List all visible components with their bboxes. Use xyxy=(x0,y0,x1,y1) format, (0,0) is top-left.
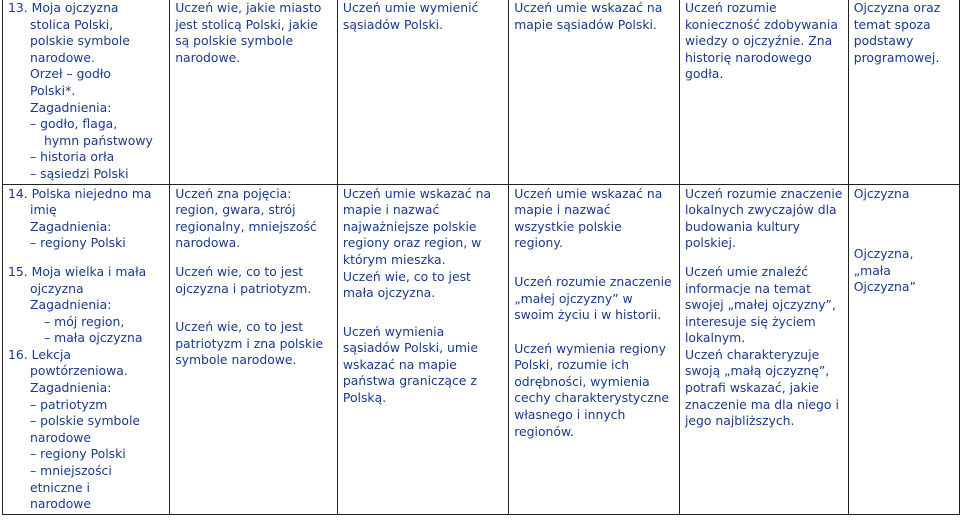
table-row xyxy=(3,184,960,514)
topic-line: ojczyzna xyxy=(30,280,84,296)
topic-ref-cell xyxy=(848,184,959,514)
requirement-text: Ojczyzna xyxy=(853,185,910,201)
topic-line: hymn państwowy xyxy=(44,132,153,148)
topic-line: Zagadnienia: xyxy=(30,380,112,396)
requirement-text: Uczeń umie znaleźć informacje na temat swojej „małej ojczyzny”, interesuje się życiem lokalnym. xyxy=(684,263,836,346)
curriculum-table xyxy=(2,0,960,515)
extended-req-cell xyxy=(337,0,508,184)
topic-line: 16. Lekcja xyxy=(8,346,71,362)
topic-line: 15. Moja wielka i mała xyxy=(8,263,147,279)
requirement-text: Uczeń zna pojęcia: region, gwara, strój regionalny, mniejszość narodowa. xyxy=(175,185,317,251)
requirement-text: Uczeń rozumie znaczenie „małej ojczyzny” w swoim życiu i w historii. xyxy=(514,273,672,323)
advanced-req-cell xyxy=(679,184,848,514)
topic-line: Zagadnienia: xyxy=(30,218,112,234)
topic-line: – mój region, xyxy=(44,313,125,329)
requirement-text: Uczeń wymienia sąsiadów Polski, umie wskazać na mapie państwa graniczące z Polską. xyxy=(342,323,478,406)
topic-line: Orzeł – godło xyxy=(30,66,111,82)
requirement-text: Ojczyzna oraz temat spoza podstawy programowej. xyxy=(853,0,941,65)
topic-line: narodowe xyxy=(30,496,92,512)
full-req-cell xyxy=(509,0,680,184)
topic-line: – mała ojczyzna xyxy=(44,330,143,346)
topic-line: narodowe xyxy=(30,429,92,445)
basic-req-cell xyxy=(170,184,338,514)
topic-line: – historia orła xyxy=(30,149,115,165)
full-req-cell xyxy=(509,184,680,514)
topic-line: Zagadnienia: xyxy=(30,99,112,115)
extended-req-cell xyxy=(337,184,508,514)
topic-line: 14. Polska niejedno ma xyxy=(8,185,152,201)
topic-line: – patriotyzm xyxy=(30,396,108,412)
table-row xyxy=(3,0,960,184)
requirement-text: Uczeń wymienia regiony Polski, rozumie ich odrębności, wymienia cechy charakterystyczne własnego i innych regionów. xyxy=(514,340,670,439)
requirement-text: Uczeń umie wskazać na mapie sąsiadów Polski. xyxy=(514,0,663,32)
requirement-text: Uczeń rozumie konieczność zdobywania wiedzy o ojczyźnie. Zna historię narodowego godła. xyxy=(684,0,838,82)
requirement-text: Uczeń rozumie znaczenie lokalnych zwyczajów dla budowania kultury polskiej. xyxy=(684,185,843,251)
topic-line: polskie symbole xyxy=(30,33,130,49)
topic-line: – sąsiedzi Polski xyxy=(30,165,129,181)
topic-ref-cell xyxy=(848,0,959,184)
topic-line: – regiony Polski xyxy=(30,235,126,251)
topic-line: – polskie symbole xyxy=(30,413,141,429)
requirement-text: Uczeń wie, jakie miasto jest stolicą Polski, jakie są polskie symbole narodowe. xyxy=(175,0,322,65)
requirement-text: Uczeń umie wskazać na mapie i nazwać najważniejsze polskie regiony oraz region, w którym mieszka. xyxy=(342,185,492,267)
topic-line: narodowe. xyxy=(30,49,95,65)
topic-line: Zagadnienia: xyxy=(30,297,112,313)
topic-cell-14-15-16 xyxy=(3,184,170,514)
topic-line: imię xyxy=(30,202,57,218)
requirement-text: Uczeń umie wskazać na mapie i nazwać wszystkie polskie regiony. xyxy=(514,185,663,251)
topic-cell-13 xyxy=(3,0,170,184)
topic-line: stolica Polski, xyxy=(30,16,114,32)
requirement-text: Uczeń wie, co to jest mała ojczyzna. xyxy=(342,268,471,301)
topic-line: – regiony Polski xyxy=(30,446,126,462)
requirement-text: Uczeń wie, co to jest ojczyzna i patriotyzm. xyxy=(175,263,312,296)
requirement-text: Uczeń wie, co to jest patriotyzm i zna polskie symbole narodowe. xyxy=(175,319,324,368)
requirement-text: Uczeń charakteryzuje swoją „małą ojczyznę”, potrafi wskazać, jakie znaczenie ma dla niego i jego najbliższych. xyxy=(684,346,839,429)
topic-line: Polski*. xyxy=(30,82,76,98)
topic-line: – godło, flaga, xyxy=(30,116,118,132)
topic-line: – mniejszości xyxy=(30,463,112,479)
requirement-text: Ojczyzna, „mała Ojczyzna” xyxy=(853,246,916,295)
advanced-req-cell xyxy=(679,0,848,184)
topic-line: 13. Moja ojczyzna xyxy=(8,0,119,15)
requirement-text: Uczeń umie wymienić sąsiadów Polski. xyxy=(342,0,479,32)
topic-line: etniczne i xyxy=(30,479,90,495)
topic-line: powtórzeniowa. xyxy=(30,363,128,379)
basic-req-cell xyxy=(170,0,338,184)
